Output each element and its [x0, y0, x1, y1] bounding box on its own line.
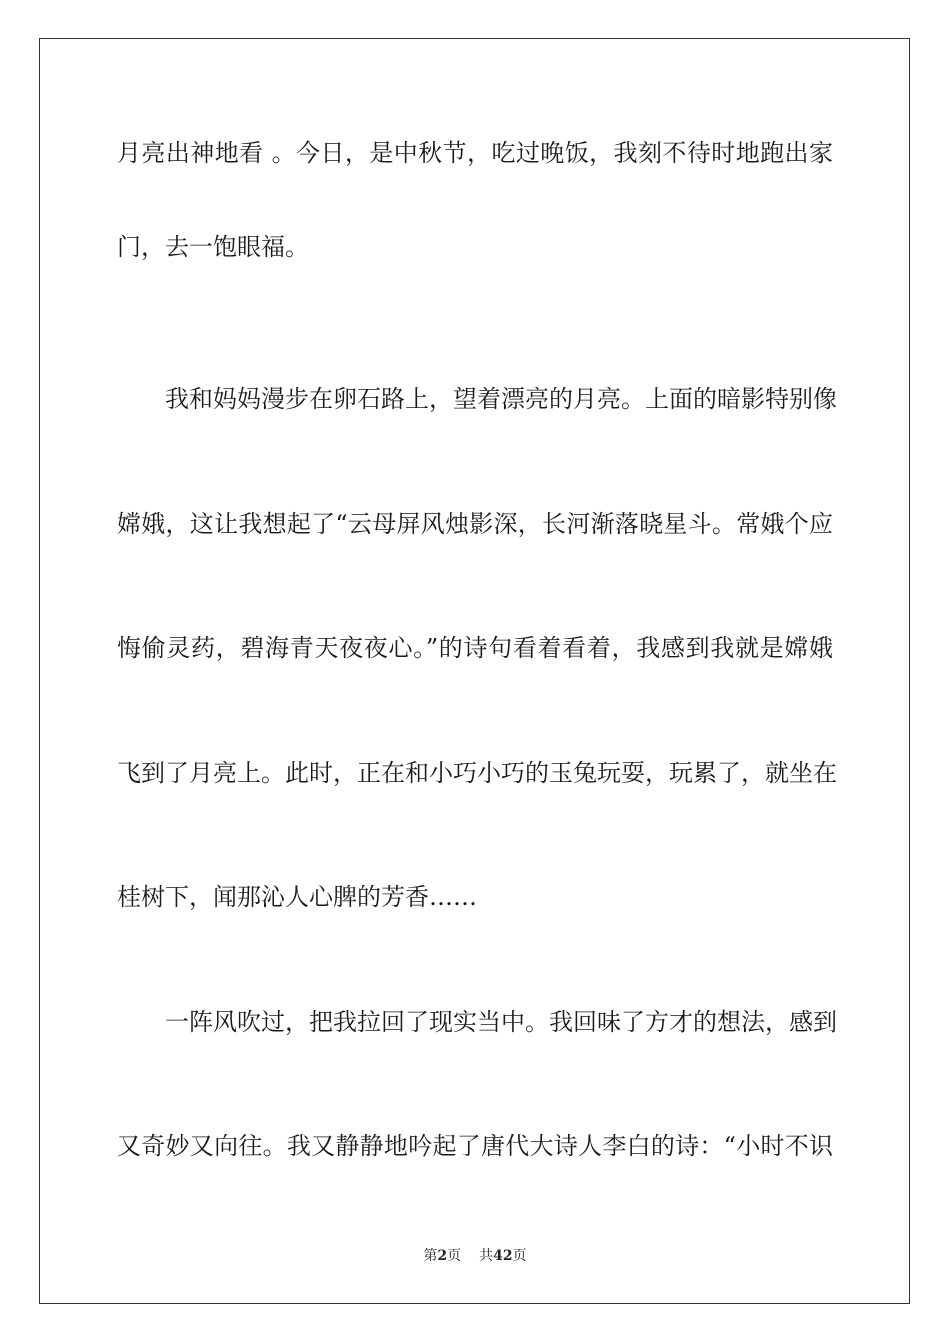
body-line-4: 嫦娥，这让我想起了“云母屏风烛影深，长河渐落晓星斗。常娥个应: [117, 510, 833, 538]
page-footer: [0, 1246, 950, 1266]
body-line-7: 桂树下，闻那沁人心脾的芳香……: [117, 883, 477, 911]
body-line-1: 月亮出神地看 。今日，是中秋节，吃过晚饭，我刻不待时地跑出家: [117, 139, 833, 167]
current-page-number: 2: [437, 1248, 448, 1264]
body-line-9: 又奇妙又向往。我又静静地吟起了唐代大诗人李白的诗：“小时不识: [117, 1132, 833, 1160]
page-border: [39, 38, 910, 1304]
body-line-8: 一阵风吹过，把我拉回了现实当中。我回味了方才的想法，感到: [165, 1008, 837, 1036]
total-page-count: 42: [493, 1248, 513, 1264]
footer-page-suffix: 页: [447, 1248, 462, 1264]
body-line-6: 飞到了月亮上。此时，正在和小巧小巧的玉兔玩耍，玩累了，就坐在: [117, 759, 837, 787]
footer-prefix: 第: [423, 1248, 438, 1264]
body-line-5: 悔偷灵药，碧海青天夜夜心。”的诗句看着看着，我感到我就是嫦娥: [117, 634, 833, 662]
footer-total-prefix: 共: [479, 1248, 494, 1264]
body-line-2: 门，去一饱眼福。: [117, 233, 309, 261]
body-line-3: 我和妈妈漫步在卵石路上，望着漂亮的月亮。上面的暗影特别像: [165, 385, 837, 413]
footer-total-suffix: 页: [512, 1248, 527, 1264]
